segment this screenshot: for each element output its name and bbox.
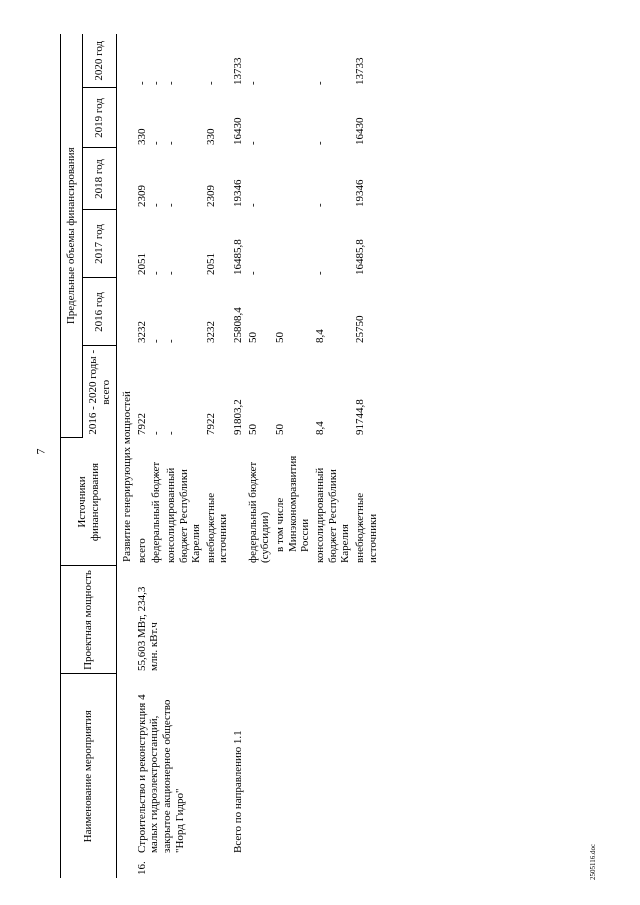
header-year-2019: 2019 год (83, 88, 117, 148)
value-2018: 19346 (353, 179, 366, 207)
total-name: Всего по направлению 1.1 (232, 730, 245, 853)
value-2018: - (164, 203, 177, 207)
financing-table (60, 34, 380, 878)
value-total: 91803,2 (232, 399, 245, 435)
source-cell: всего (135, 538, 148, 563)
value-2019: 330 (135, 128, 148, 145)
source-cell: консолидированный бюджет Республики Карелия (313, 467, 352, 563)
value-2016: 50 (274, 332, 287, 343)
header-name: Наименование мероприятия (61, 674, 117, 878)
source-cell: федеральный бюджет (субсидии) (246, 461, 272, 563)
financing-table-sheet (60, 34, 560, 878)
header-limits: Предельные объемы финансирования (61, 34, 83, 438)
value-2017: - (246, 271, 259, 275)
value-2020: - (204, 81, 217, 85)
value-2017: - (313, 271, 326, 275)
value-2016: 25750 (353, 315, 366, 343)
value-2019: - (150, 141, 163, 145)
value-2017: 16485,8 (353, 239, 366, 275)
value-2019: - (313, 141, 326, 145)
value-2016: - (150, 339, 163, 343)
value-total: - (150, 431, 163, 435)
value-total: - (164, 431, 177, 435)
value-2018: - (246, 203, 259, 207)
section-row (117, 34, 135, 878)
value-2020: - (164, 81, 177, 85)
value-2020: 13733 (232, 57, 245, 85)
value-2019 (273, 88, 313, 148)
header-year-2020: 2020 год (83, 34, 117, 88)
item-name: Строительство и реконструкция 4 малых гидроэлектростанций, закрытое акционерное общество "Норд Гидро" (135, 694, 186, 853)
header-total: 2016 - 2020 годы - всего (83, 346, 117, 438)
value-2018: 2309 (135, 185, 148, 207)
document-id: 2505116.doc (589, 843, 597, 880)
table-row (135, 34, 150, 878)
value-total: 50 (246, 424, 259, 435)
value-2016: 50 (246, 332, 259, 343)
source-cell (231, 438, 246, 566)
value-total: 50 (274, 424, 287, 435)
value-2018: - (313, 203, 326, 207)
header-year-2018: 2018 год (83, 148, 117, 210)
source-cell: внебюджетные источники (353, 492, 379, 563)
value-2019: - (164, 141, 177, 145)
item-capacity: 55,603 МВт, 234,3 млн. кВт.ч (135, 586, 161, 671)
value-2016: - (164, 339, 177, 343)
value-2017: 16485,8 (232, 239, 245, 275)
header-capacity: Проектная мощность (61, 566, 117, 674)
table-body (117, 34, 381, 878)
header-year-2017: 2017 год (83, 210, 117, 278)
value-2019: 330 (204, 128, 217, 145)
item-number: 16. (135, 861, 148, 875)
value-2020 (273, 34, 313, 88)
value-total: 8,4 (313, 421, 326, 435)
source-cell: внебюджетные источники (204, 492, 230, 563)
value-2019: 16430 (232, 117, 245, 145)
source-cell: федеральный бюджет (150, 461, 163, 563)
value-2016: 8,4 (313, 329, 326, 343)
value-total: 7922 (135, 413, 148, 435)
source-cell: в том числе Минэкономразвития России (274, 455, 312, 552)
table-row (231, 34, 246, 878)
value-2017: 2051 (135, 253, 148, 275)
value-2018 (273, 148, 313, 210)
value-2020: - (313, 81, 326, 85)
value-2016: 3232 (204, 321, 217, 343)
section-title: Развитие генерирующих мощностей (121, 391, 133, 562)
value-2018: 2309 (204, 185, 217, 207)
value-total: 7922 (204, 413, 217, 435)
value-2018: - (150, 203, 163, 207)
value-2020: 13733 (353, 57, 366, 85)
value-2019: - (246, 141, 259, 145)
header-year-2016: 2016 год (83, 278, 117, 346)
value-2018: 19346 (232, 179, 245, 207)
value-2019: 16430 (353, 117, 366, 145)
value-2020: - (150, 81, 163, 85)
header-source: Источники финансирования (61, 438, 117, 566)
page-number: 7 (33, 448, 48, 455)
source-cell: консолидированный бюджет Республики Карелия (164, 467, 203, 563)
value-2020: - (246, 81, 259, 85)
value-2017 (273, 210, 313, 278)
value-2017: - (150, 271, 163, 275)
value-2016: 25808,4 (232, 307, 245, 343)
value-2017: 2051 (204, 253, 217, 275)
table-header (61, 34, 117, 878)
value-2020: - (135, 81, 148, 85)
value-total: 91744,8 (353, 399, 366, 435)
value-2016: 3232 (135, 321, 148, 343)
value-2017: - (164, 271, 177, 275)
